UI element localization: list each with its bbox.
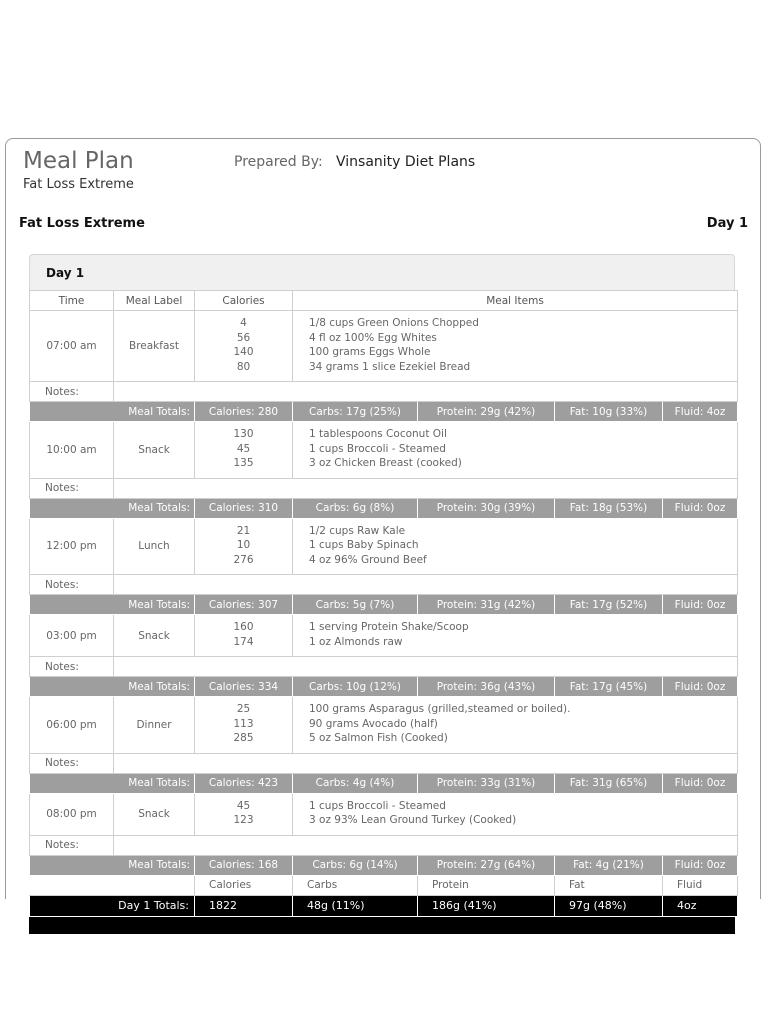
totals-spacer <box>30 855 114 875</box>
table-header-row <box>30 291 738 311</box>
meal-item: 100 grams Eggs Whole <box>309 346 431 358</box>
meal-item: 3 oz 93% Lean Ground Turkey (Cooked) <box>309 814 517 826</box>
item-calories: 130 <box>233 428 254 440</box>
item-calories: 45 <box>236 799 251 812</box>
totals-calories: Calories: 334 <box>195 677 293 697</box>
notes-label: Notes: <box>30 657 114 677</box>
totals-fluid: Fluid: 4oz <box>663 402 738 422</box>
meal-item: 1/2 cups Raw Kale <box>309 524 406 537</box>
meal-items <box>293 615 738 657</box>
meal-calories <box>195 793 293 835</box>
meal-row <box>30 518 738 575</box>
meal-items <box>293 518 738 575</box>
meal-items <box>293 422 738 479</box>
item-calories: 113 <box>233 717 254 730</box>
meal-label: Breakfast <box>114 311 195 382</box>
summary-header-fluid: Fluid <box>663 875 738 895</box>
totals-spacer <box>30 677 114 697</box>
meal-table <box>29 290 738 917</box>
plan-name: Fat Loss Extreme <box>19 216 145 231</box>
item-calories: 285 <box>233 732 254 744</box>
notes-row <box>30 575 738 595</box>
item-calories: 160 <box>233 621 254 633</box>
meal-item: 1 cups Broccoli - Steamed <box>309 799 446 812</box>
summary-header-spacer <box>30 875 195 895</box>
meal-label: Snack <box>114 615 195 657</box>
totals-label: Meal Totals: <box>114 855 195 875</box>
notes-row <box>30 478 738 498</box>
notes-row <box>30 382 738 402</box>
col-time: Time <box>30 291 114 311</box>
summary-header-carbs: Carbs <box>293 875 418 895</box>
meal-calories <box>195 697 293 754</box>
plan-day: Day 1 <box>706 216 748 231</box>
col-meal-label: Meal Label <box>114 291 195 311</box>
col-calories: Calories <box>195 291 293 311</box>
item-calories: 21 <box>236 524 251 537</box>
meal-item: 3 oz Chicken Breast (cooked) <box>309 457 462 469</box>
meal-plan-card <box>5 138 761 912</box>
totals-carbs: Carbs: 6g (8%) <box>293 498 418 518</box>
page-title: Meal Plan <box>23 148 134 174</box>
day-totals-carbs: 48g (11%) <box>293 895 418 916</box>
notes-row <box>30 657 738 677</box>
summary-header-fat: Fat <box>555 875 663 895</box>
item-calories: 25 <box>236 703 251 715</box>
meal-item: 34 grams 1 slice Ezekiel Bread <box>309 360 471 373</box>
totals-fat: Fat: 31g (65%) <box>555 773 663 793</box>
totals-fluid: Fluid: 0oz <box>663 677 738 697</box>
item-calories: 174 <box>233 635 254 648</box>
prepared-by-value: Vinsanity Diet Plans <box>336 154 476 170</box>
totals-protein: Protein: 31g (42%) <box>418 595 555 615</box>
totals-fluid: Fluid: 0oz <box>663 498 738 518</box>
totals-protein: Protein: 36g (43%) <box>418 677 555 697</box>
col-meal-items: Meal Items <box>293 291 738 311</box>
totals-spacer <box>30 402 114 422</box>
totals-calories: Calories: 168 <box>195 855 293 875</box>
day-totals-row <box>30 895 738 916</box>
meal-time: 03:00 pm <box>30 615 114 657</box>
item-calories: 135 <box>233 457 254 469</box>
totals-protein: Protein: 27g (64%) <box>418 855 555 875</box>
meal-label: Snack <box>114 422 195 479</box>
meal-totals-row <box>30 855 738 875</box>
meal-item: 1 cups Baby Spinach <box>309 539 419 551</box>
day-totals-label: Day 1 Totals: <box>30 895 195 916</box>
meal-row <box>30 615 738 657</box>
meal-row <box>30 422 738 479</box>
meal-time: 12:00 pm <box>30 518 114 575</box>
totals-calories: Calories: 310 <box>195 498 293 518</box>
totals-label: Meal Totals: <box>114 595 195 615</box>
meal-calories <box>195 422 293 479</box>
table-footer-bar <box>29 917 735 934</box>
totals-fluid: Fluid: 0oz <box>663 855 738 875</box>
totals-carbs: Carbs: 6g (14%) <box>293 855 418 875</box>
totals-carbs: Carbs: 4g (4%) <box>293 773 418 793</box>
meal-item: 90 grams Avocado (half) <box>309 717 438 730</box>
meal-calories <box>195 518 293 575</box>
meal-time: 07:00 am <box>30 311 114 382</box>
meal-items <box>293 311 738 382</box>
totals-protein: Protein: 30g (39%) <box>418 498 555 518</box>
page-subtitle: Fat Loss Extreme <box>23 177 134 192</box>
totals-label: Meal Totals: <box>114 402 195 422</box>
totals-protein: Protein: 33g (31%) <box>418 773 555 793</box>
meal-totals-row <box>30 402 738 422</box>
notes-label: Notes: <box>30 478 114 498</box>
meal-row <box>30 311 738 382</box>
item-calories: 4 <box>240 317 247 329</box>
meal-label: Snack <box>114 793 195 835</box>
meal-label: Dinner <box>114 697 195 754</box>
notes-field <box>114 575 738 595</box>
meal-calories <box>195 311 293 382</box>
notes-label: Notes: <box>30 753 114 773</box>
notes-field <box>114 478 738 498</box>
summary-header-row <box>30 875 738 895</box>
day-totals-calories: 1822 <box>195 895 293 916</box>
totals-spacer <box>30 595 114 615</box>
totals-carbs: Carbs: 10g (12%) <box>293 677 418 697</box>
meal-totals-row <box>30 677 738 697</box>
meal-item: 1/8 cups Green Onions Chopped <box>309 317 479 329</box>
totals-label: Meal Totals: <box>114 677 195 697</box>
notes-row <box>30 835 738 855</box>
notes-field <box>114 382 738 402</box>
meal-items <box>293 697 738 754</box>
totals-calories: Calories: 307 <box>195 595 293 615</box>
item-calories: 45 <box>236 442 251 455</box>
totals-calories: Calories: 280 <box>195 402 293 422</box>
totals-protein: Protein: 29g (42%) <box>418 402 555 422</box>
totals-fat: Fat: 10g (33%) <box>555 402 663 422</box>
prepared-by-label: Prepared By: <box>234 154 323 170</box>
item-calories: 56 <box>236 331 251 344</box>
meal-item: 1 serving Protein Shake/Scoop <box>309 621 469 633</box>
meal-totals-row <box>30 595 738 615</box>
meal-item: 4 oz 96% Ground Beef <box>309 553 427 566</box>
notes-field <box>114 753 738 773</box>
notes-row <box>30 753 738 773</box>
totals-spacer <box>30 498 114 518</box>
meal-item: 1 cups Broccoli - Steamed <box>309 442 446 455</box>
meal-item: 5 oz Salmon Fish (Cooked) <box>309 732 448 744</box>
day-section <box>29 254 735 934</box>
totals-fat: Fat: 4g (21%) <box>555 855 663 875</box>
totals-carbs: Carbs: 17g (25%) <box>293 402 418 422</box>
meal-totals-row <box>30 773 738 793</box>
totals-carbs: Carbs: 5g (7%) <box>293 595 418 615</box>
totals-label: Meal Totals: <box>114 773 195 793</box>
meal-item: 100 grams Asparagus (grilled,steamed or boiled). <box>309 703 571 715</box>
totals-fat: Fat: 18g (53%) <box>555 498 663 518</box>
notes-label: Notes: <box>30 575 114 595</box>
meal-row <box>30 793 738 835</box>
totals-fluid: Fluid: 0oz <box>663 773 738 793</box>
meal-items <box>293 793 738 835</box>
meal-item: 4 fl oz 100% Egg Whites <box>309 331 437 344</box>
meal-item: 1 tablespoons Coconut Oil <box>309 428 447 440</box>
totals-spacer <box>30 773 114 793</box>
item-calories: 10 <box>236 539 251 551</box>
notes-field <box>114 835 738 855</box>
meal-calories <box>195 615 293 657</box>
meal-label: Lunch <box>114 518 195 575</box>
totals-calories: Calories: 423 <box>195 773 293 793</box>
summary-header-calories: Calories <box>195 875 293 895</box>
totals-label: Meal Totals: <box>114 498 195 518</box>
notes-label: Notes: <box>30 835 114 855</box>
notes-label: Notes: <box>30 382 114 402</box>
totals-fluid: Fluid: 0oz <box>663 595 738 615</box>
meal-row <box>30 697 738 754</box>
item-calories: 140 <box>233 346 254 358</box>
notes-field <box>114 657 738 677</box>
day-title: Day 1 <box>29 254 735 290</box>
meal-time: 06:00 pm <box>30 697 114 754</box>
item-calories: 80 <box>236 360 251 373</box>
summary-header-protein: Protein <box>418 875 555 895</box>
meal-item: 1 oz Almonds raw <box>309 635 403 648</box>
item-calories: 123 <box>233 814 254 826</box>
totals-fat: Fat: 17g (52%) <box>555 595 663 615</box>
day-totals-protein: 186g (41%) <box>418 895 555 916</box>
meal-time: 10:00 am <box>30 422 114 479</box>
meal-totals-row <box>30 498 738 518</box>
totals-fat: Fat: 17g (45%) <box>555 677 663 697</box>
meal-time: 08:00 pm <box>30 793 114 835</box>
day-totals-fluid: 4oz <box>663 895 738 916</box>
item-calories: 276 <box>233 553 254 566</box>
day-totals-fat: 97g (48%) <box>555 895 663 916</box>
meal-body <box>30 311 738 876</box>
